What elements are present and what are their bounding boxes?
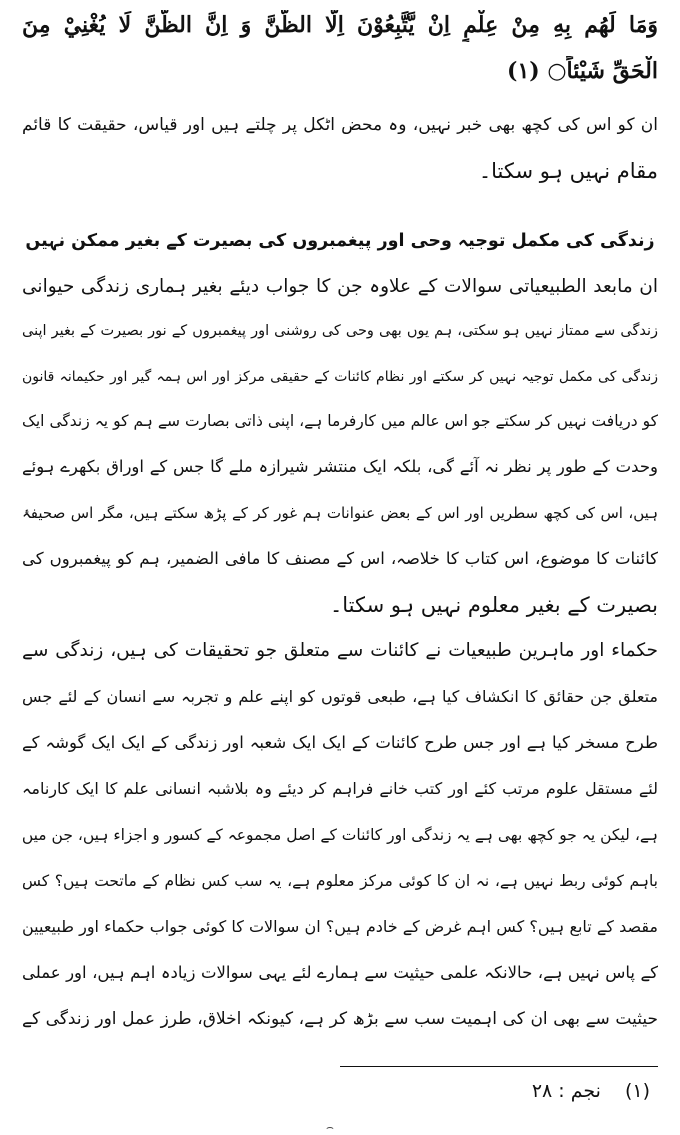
paragraph-2-line-7: مقصد کے تابع ہیں؟ کس اہم غرض کے خادم ہیں؟ ان سوالات کا کوئی جواب حکماء اور طبیعیین <box>22 917 658 936</box>
verse-line-1: وَمَا لَهُم بِهِ مِنْ عِلْمٍ اِنْ يَّتَّبِعُوْنَ اِلَّا الظَّنَّ وَ اِنَّ الظَّنَّ لَا يُغْنِيْ مِنَ <box>22 12 658 38</box>
footnote <box>508 1080 650 1102</box>
paragraph-1-line-2: زندگی سے ممتاز نہیں ہو سکتی، ہم یوں بھی وحی کی روشنی اور پیغمبروں کے نور بصیرت کے بغیر اپنی <box>22 323 658 339</box>
paragraph-2-line-1: حکماء اور ماہرین طبیعیات نے کائنات سے متعلق جو تحقیقات کی ہیں، زندگی سے <box>22 640 658 661</box>
paragraph-2-line-5: ہے، لیکن یہ جو کچھ بھی ہے یہ زندگی اور کائنات کے اصل مجموعہ کے کسور و اجزاء ہیں، جن میں <box>22 826 658 844</box>
paragraph-1-line-5: وحدت کے طور پر نظر نہ آئے گی، بلکہ ایک منتشر شیرازہ ملے گا جس کے اوراق بکھرے ہوئے <box>22 457 658 476</box>
footnote-reference: نجم : ۲۸ <box>531 1080 601 1102</box>
translation-line-2: مقام نہیں ہو سکتا۔ <box>478 159 658 183</box>
paragraph-1-line-7: کائنات کا موضوع، اس کتاب کا خلاصہ، اس کے مصنف کا مافی الضمیر، ہم کو پیغمبروں کی <box>22 549 658 568</box>
paragraph-2-line-4: لئے مستقل علوم مرتب کئے اور کتب خانے فراہم کر دیئے وہ بلاشبہ انسانی علم کا ایک کارنامہ <box>22 779 658 798</box>
paragraph-1-line-4: کو دریافت نہیں کر سکتے جو اس عالم میں کارفرما ہے، اپنی ذاتی بصارت سے ہم کو یہ زندگی ایک <box>22 412 658 430</box>
footnote-marker: (۱) <box>624 1080 650 1102</box>
section-heading: زندگی کی مکمل توجیہ وحی اور پیغمبروں کی بصیرت کے بغیر ممکن نہیں <box>25 231 655 251</box>
translation-line-1: ان کو اس کی کچھ بھی خبر نہیں، وہ محض اٹکل پر چلتے ہیں اور قیاس، حقیقت کا قائم <box>22 115 658 135</box>
verse-line-2: الْحَقِّ شَيْئاً○ (۱) <box>507 58 658 84</box>
paragraph-1-line-6: ہیں، اس کی کچھ سطریں اور اس کے بعض عنوانات ہم غور کر کے پڑھ سکتے ہیں، مگر اس صحیفۂ <box>22 504 658 522</box>
paragraph-1-line-1: ان مابعد الطبیعیاتی سوالات کے علاوہ جن کا جواب دیئے بغیر ہماری زندگی حیوانی <box>22 276 658 297</box>
paragraph-2-line-9: حیثیت سے بھی ان کی اہمیت سب سے بڑھ کر ہے، کیونکہ اخلاق، طرز عمل اور زندگی کے <box>22 1009 658 1029</box>
paragraph-2-line-3: طرح مسخر کیا ہے اور جس طرح کائنات کے ایک ایک شعبہ اور زندگی کے ایک ایک گوشہ کے <box>22 733 658 752</box>
paragraph-2-line-8: کے پاس نہیں ہے، حالانکہ علمی حیثیت سے ہمارے لئے یہی سوالات زیادہ اہم ہیں، اور عملی <box>22 963 658 982</box>
footnote-divider <box>340 1066 658 1067</box>
paragraph-1-line-3: زندگی کی مکمل توجیہ نہیں کر سکتے اور نظام کائنات کے حقیقی مرکز اور اس ہمہ گیر اور حکیمانہ قانون <box>22 369 658 385</box>
paragraph-2-line-2: متعلق جن حقائق کا انکشاف کیا ہے، طبعی قوتوں کو اپنے علم و تجربہ سے انسان کے لئے جس <box>22 687 658 706</box>
paragraph-2-line-6: باہم کوئی ربط نہیں ہے، نہ ان کا کوئی مرکز معلوم ہے، یہ سب کس نظام کے ماتحت ہیں؟ کس <box>22 872 658 890</box>
paragraph-1-line-8: بصیرت کے بغیر معلوم نہیں ہو سکتا۔ <box>329 593 658 617</box>
page-edge-mark: ⌢ <box>326 1120 334 1134</box>
